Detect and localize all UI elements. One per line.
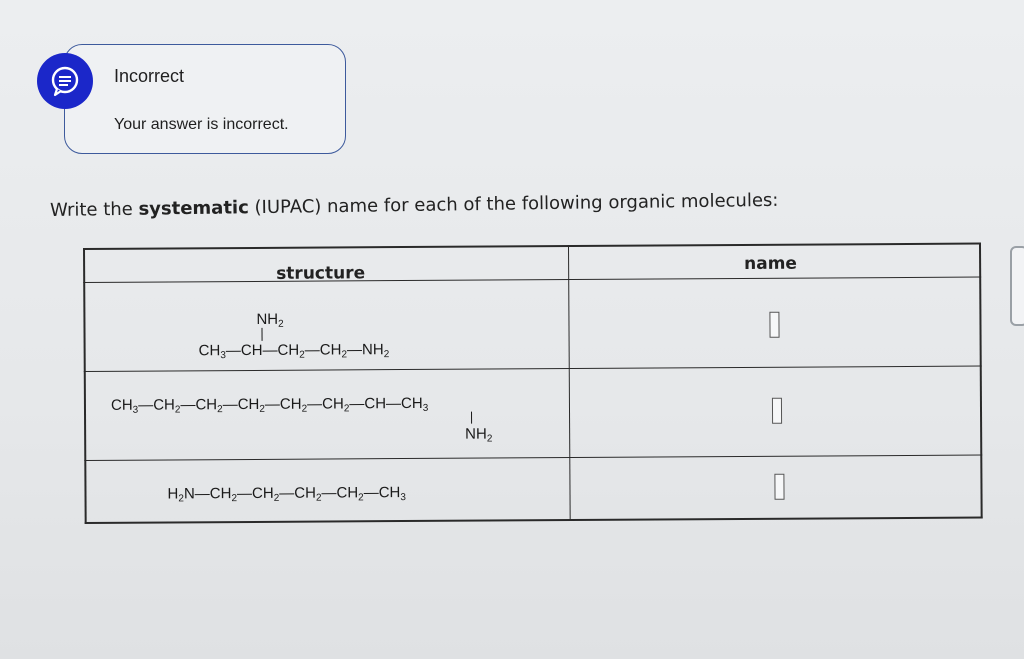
row2-structure: $CH_3—CH_2—CH_2—CH_2—CH_2—CH_2—CH—CH_3$: [110, 394, 429, 416]
header-name: name: [744, 253, 797, 274]
row2-atom: $CH_2$: [322, 395, 350, 415]
molecule-table: [83, 243, 983, 524]
row3-atom: $H_2N$: [167, 485, 195, 505]
table-border-top: [83, 243, 981, 250]
row2-substituent: [465, 426, 492, 445]
table-column-divider: [568, 245, 571, 521]
table-border-bottom: [85, 517, 983, 524]
row2-substituent-label: $NH_2$: [465, 425, 493, 445]
row2-atom: $CH_2$: [237, 395, 265, 415]
row1-atom: $NH_2$: [361, 341, 390, 361]
row3-atom: $CH_2$: [209, 485, 238, 505]
row2-atom: CH: [364, 395, 387, 413]
table-row-divider: [84, 366, 982, 373]
table-row-divider: [84, 455, 982, 462]
feedback-message: Your answer is incorrect.: [114, 116, 289, 133]
row2-atom: $CH_2$: [153, 396, 181, 416]
row3-structure: $H_2N—CH_2—CH_2—CH_2—CH_2—CH_3$: [167, 484, 406, 505]
row2-atom: $CH_2$: [195, 396, 223, 416]
table-border-right: [979, 243, 982, 519]
row1-substituent: [256, 311, 283, 330]
header-structure: structure: [276, 263, 366, 284]
feedback-card: [64, 44, 346, 154]
row1-atom: CH: [240, 341, 263, 360]
row1-atom: $CH_2$: [319, 341, 348, 361]
row2-answer-input[interactable]: [772, 398, 782, 424]
row1-atom: $CH_3$: [198, 342, 226, 362]
question-prompt: [50, 190, 779, 221]
question-suffix: (IUPAC) name for each of the following organic molecules:: [248, 189, 779, 219]
row1-vertical-bond: [261, 328, 262, 341]
row3-atom: $CH_3$: [378, 484, 406, 504]
row1-structure: $CH_3—CH—CH_2—CH_2—NH_2$: [198, 341, 390, 362]
side-panel-tab[interactable]: [1010, 246, 1024, 326]
row3-atom: $CH_2$: [251, 484, 280, 504]
row1-substituent-label: $NH_2$: [256, 310, 284, 330]
question-emphasis: systematic: [138, 197, 249, 220]
table-border-left: [83, 248, 86, 524]
row3-atom: $CH_2$: [294, 484, 322, 504]
row2-atom: $CH_3$: [110, 396, 139, 416]
row2-atom: $CH_3$: [400, 394, 429, 414]
feedback-title: Incorrect: [114, 66, 185, 86]
row2-vertical-bond: [471, 412, 472, 424]
speech-bubble-icon: [37, 53, 93, 109]
table-header-divider: [83, 277, 981, 284]
row3-atom: $CH_2$: [336, 484, 364, 504]
row1-atom: $CH_2$: [277, 341, 305, 361]
row1-answer-input[interactable]: [769, 312, 779, 338]
row2-atom: $CH_2$: [279, 395, 308, 415]
row3-answer-input[interactable]: [774, 474, 784, 500]
question-prefix: Write the: [49, 198, 139, 221]
